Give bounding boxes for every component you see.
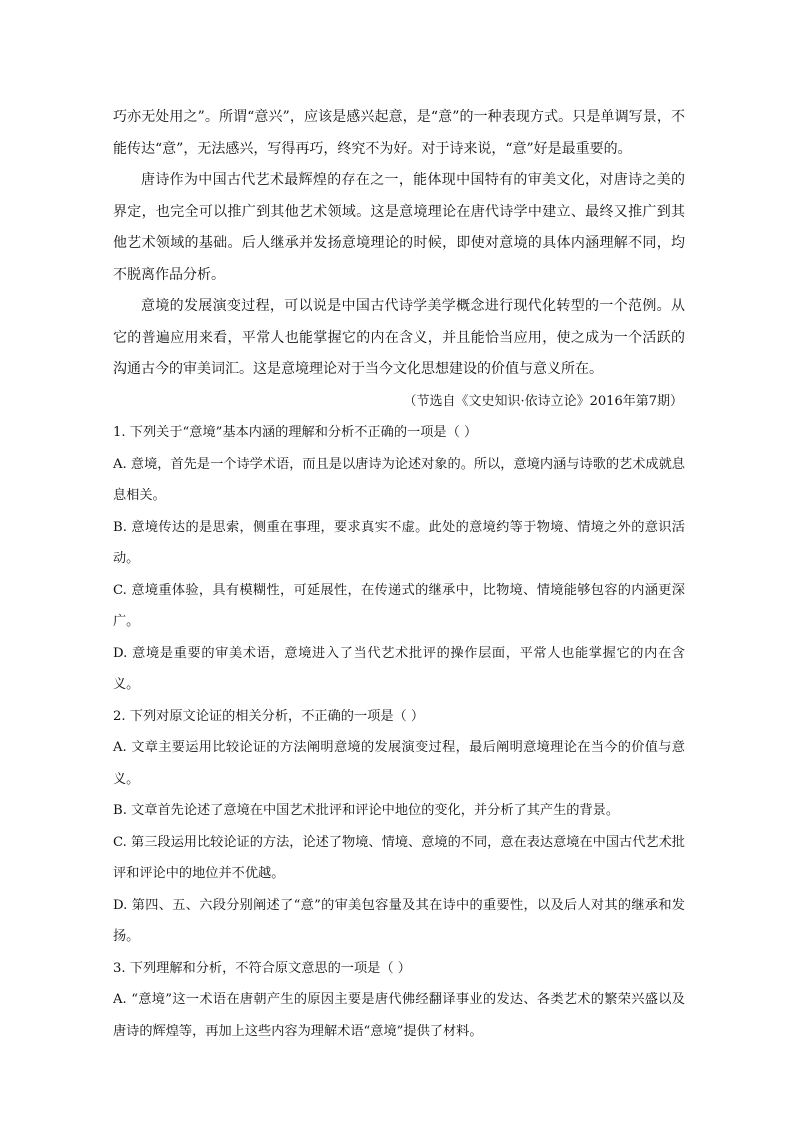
document-body bbox=[113, 102, 685, 1047]
paragraph-3: 意境的发展演变过程，可以说是中国古代诗学美学概念进行现代化转型的一个范例。从它的普遍应用来看，平常人也能掌握它的内在含义，并且能恰当应用，使之成为一个活跃的沟通古今的审美词汇。这是意境理论对于当今文化思想建设的价值与意义所在。 bbox=[113, 298, 685, 377]
question-1-stem: 1. 下列关于“意境”基本内涵的理解和分析不正确的一项是（ ） bbox=[113, 425, 478, 440]
question-1-option-a: A. 意境，首先是一个诗学术语，而且是以唐诗为论述对象的。所以，意境内涵与诗歌的艺术成就息息相关。 bbox=[113, 456, 685, 503]
paragraph-2: 唐诗作为中国古代艺术最辉煌的存在之一，能体现中国特有的审美文化，对唐诗之美的界定，也完全可以推广到其他艺术领域。这是意境理论在唐代诗学中建立、最终又推广到其他艺术领域的基础。后人继承并发扬意境理论的时候，即使对意境的具体内涵理解不同，均不脱离作品分析。 bbox=[113, 172, 685, 283]
question-2-option-a: A. 文章主要运用比较论证的方法阐明意境的发展演变过程，最后阐明意境理论在当今的价值与意义。 bbox=[113, 740, 685, 787]
question-2-option-c: C. 第三段运用比较论证的方法，论述了物境、情境、意境的不同，意在表达意境在中国古代艺术批评和评论中的地位并不优越。 bbox=[113, 834, 685, 881]
question-2-option-b: B. 文章首先论述了意境在中国艺术批评和评论中地位的变化，并分析了其产生的背景。 bbox=[113, 803, 620, 818]
question-2-option-d: D. 第四、五、六段分别阐述了“意”的审美包容量及其在诗中的重要性，以及后人对其的继承和发扬。 bbox=[113, 897, 685, 944]
question-3-option-a: A. “意境”这一术语在唐朝产生的原因主要是唐代佛经翻译事业的发达、各类艺术的繁荣兴盛以及唐诗的辉煌等，再加上这些内容为理解术语“意境”提供了材料。 bbox=[113, 992, 685, 1039]
question-1-option-b: B. 意境传达的是思索，侧重在事理，要求真实不虚。此处的意境约等于物境、情境之外的意识活动。 bbox=[113, 519, 685, 566]
question-2-stem: 2. 下列对原文论证的相关分析，不正确的一项是（ ） bbox=[113, 708, 425, 724]
question-1-option-c: C. 意境重体验，具有模糊性，可延展性，在传递式的继承中，比物境、情境能够包容的内涵更深广。 bbox=[113, 582, 685, 629]
paragraph-1: 巧亦无处用之”。所谓“意兴”，应该是感兴起意，是“意”的一种表现方式。只是单调写景，不能传达“意”，无法感兴，写得再巧，终究不为好。对于诗来说，“意”好是最重要的。 bbox=[113, 109, 685, 157]
source-citation: （节选自《文史知识·依诗立论》2016年第7期） bbox=[403, 393, 683, 409]
question-1-option-d: D. 意境是重要的审美术语，意境进入了当代艺术批评的操作层面，平常人也能掌握它的内在含义。 bbox=[113, 645, 685, 692]
question-3-stem: 3. 下列理解和分析，不符合原文意思的一项是（ ） bbox=[113, 960, 411, 976]
